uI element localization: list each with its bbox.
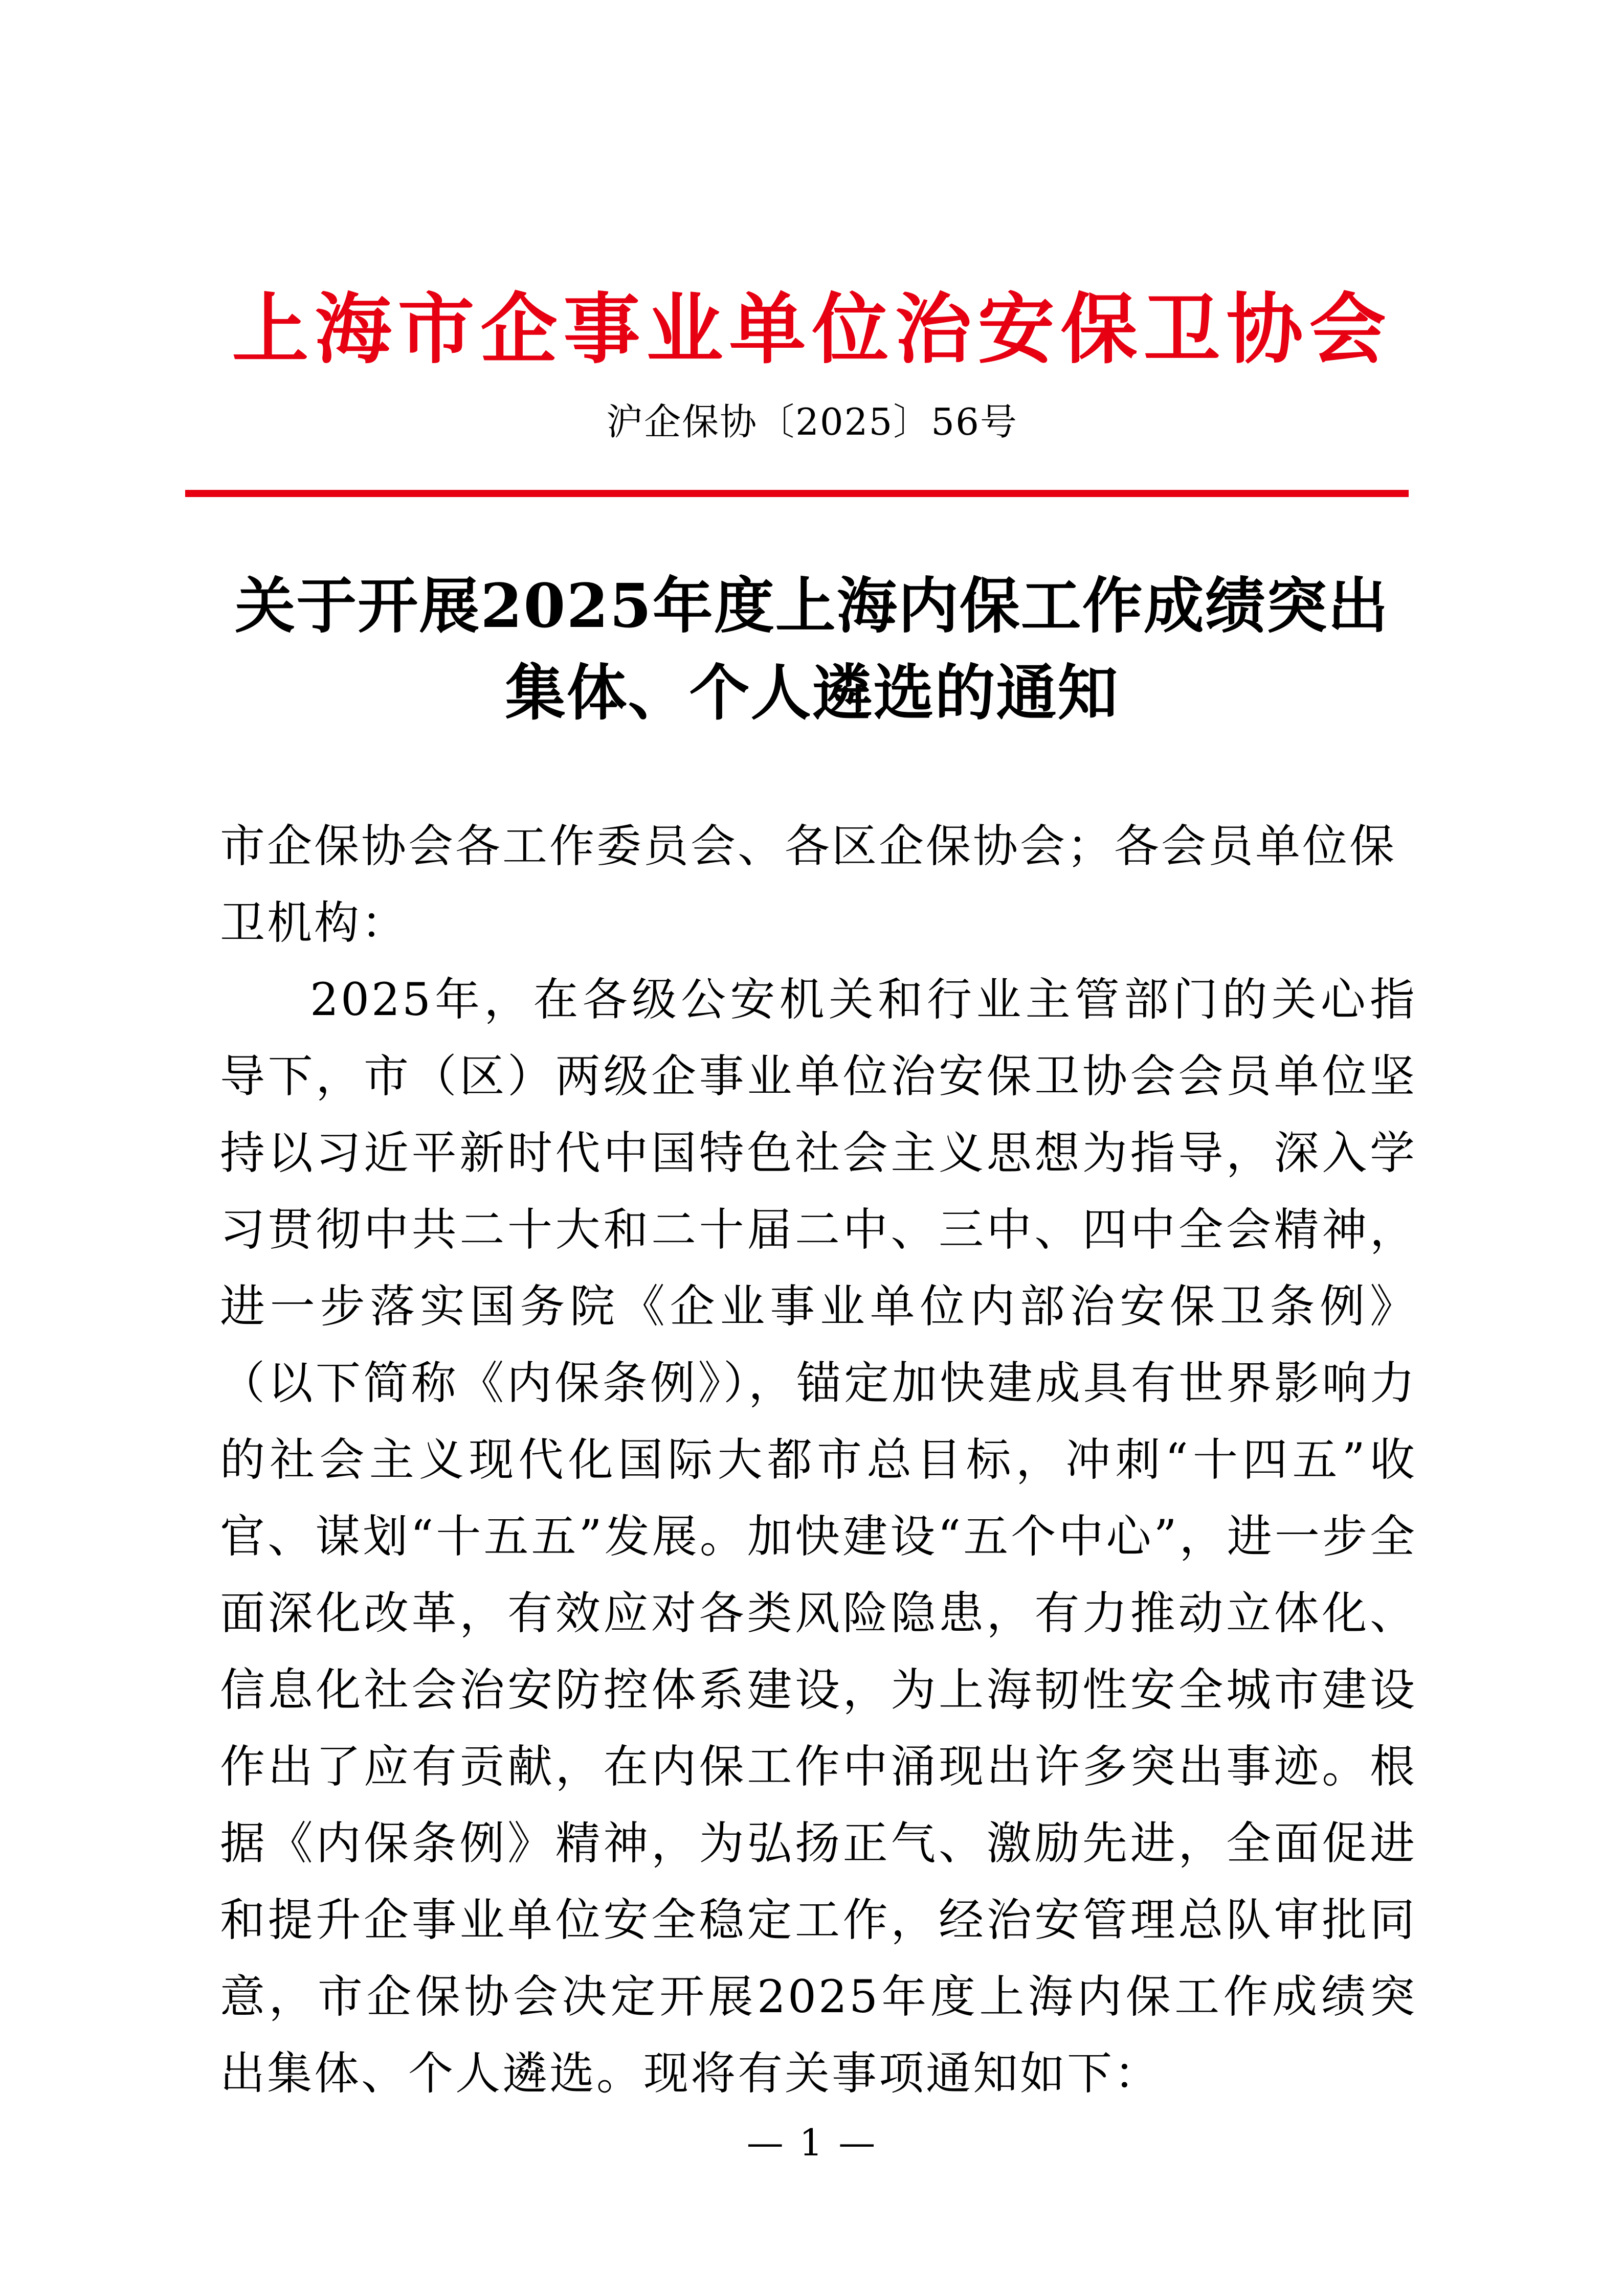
issuing-organization-header: 上海市企事业单位治安保卫协会 [232,285,1392,374]
document-title-line-2: 集体、个人遴选的通知 [505,657,1119,728]
body-paragraph-1: 2025年，在各级公安机关和行业主管部门的关心指导下，市（区）两级企事业单位治安保卫协会会员单位坚持以习近平新时代中国特色社会主义思想为指导，深入学习贯彻中共二十大和二十届二中、三中、四中全会精神，进一步落实国务院《企业事业单位内部治安保卫条例》（以下简称《内保条例》），锚定加快建成具有世界影响力的社会主义现代化国际大都市总目标，冲刺“十四五”收官、谋划“十五五”发展。加快建设“五个中心”，进一步全面深化改革，有效应对各类风险隐患，有力推动立体化、信息化社会治安防控体系建设，为上海韧性安全城市建设作出了应有贡献，在内保工作中涌现出许多突出事迹。根据《内保条例》精神，为弘扬正气、激励先进，全面促进和提升企事业单位安全稳定工作，经治安管理总队审批同意，市企保协会决定开展2025年度上海内保工作成绩突出集体、个人遴选。现将有关事项通知如下： [220,973,1417,2100]
page-number: — 1 — [746,2121,878,2164]
document-title-line-1: 关于开展2025年度上海内保工作成绩突出 [235,570,1389,641]
salutation: 市企保协会各工作委员会、各区企保协会；各会员单位保卫机构： [220,820,1397,949]
document-number: 沪企保协〔2025〕56号 [606,400,1018,443]
red-separator-rule [185,490,1409,497]
document-title [0,562,1624,736]
